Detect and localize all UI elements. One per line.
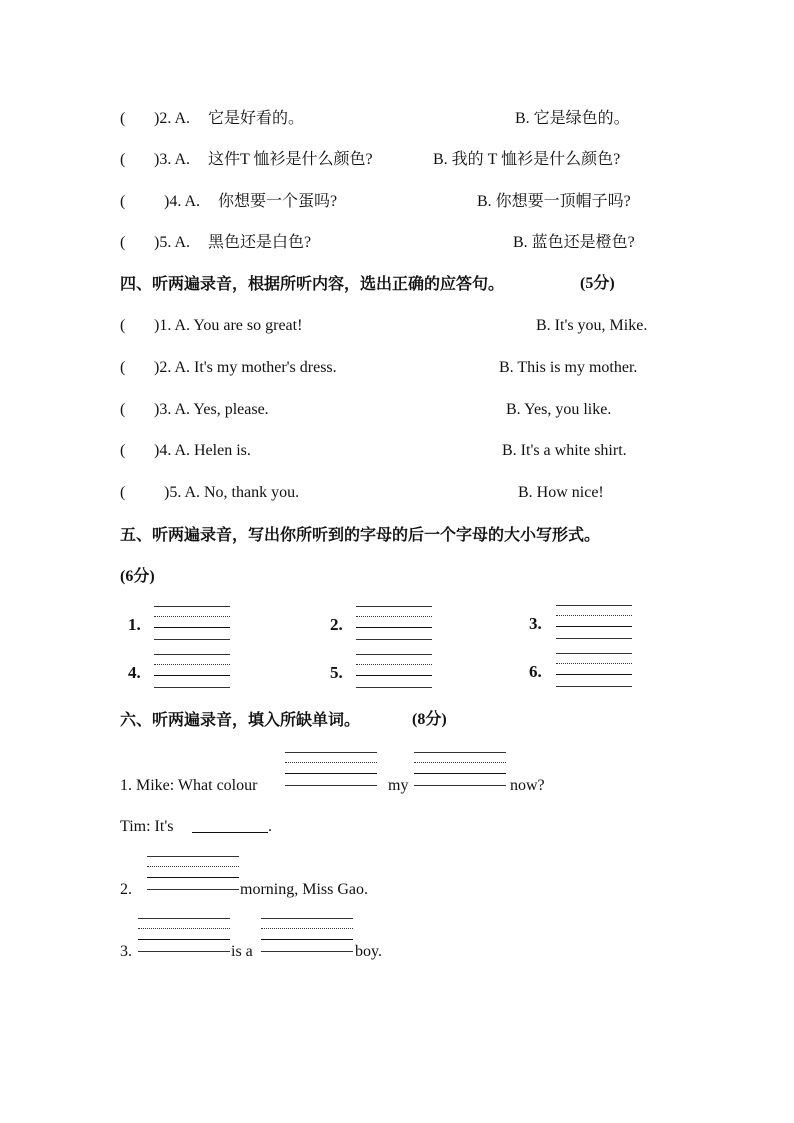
option-b: B. 蓝色还是橙色?	[513, 234, 635, 251]
section4-item-3	[0, 398, 794, 422]
option-a: )5. A. No, thank you.	[164, 484, 300, 501]
option-a: )1. A. You are so great!	[154, 317, 303, 334]
section-score: (6分)	[120, 568, 155, 585]
option-b: B. It's a white shirt.	[502, 442, 627, 459]
section3-item-2	[0, 107, 794, 131]
question-text: 1. Mike: What colour	[120, 777, 258, 794]
section4-item-1	[0, 314, 794, 338]
section4-item-2	[0, 356, 794, 380]
section-score: (5分)	[580, 275, 615, 292]
question-number: 3.	[120, 943, 132, 960]
grid-number: 5.	[330, 663, 343, 682]
letter-writing-grid[interactable]	[154, 654, 230, 688]
section-title: 四、听两遍录音，根据所听内容，选出正确的应答句。	[120, 274, 505, 293]
option-a: )3. A. Yes, please.	[154, 401, 269, 418]
section5-score-line	[0, 565, 794, 589]
option-a: 它是好看的。	[208, 110, 305, 127]
section-title: 五、听两遍录音，写出你所听到的字母的后一个字母的大小写形式。	[120, 525, 601, 544]
option-a: )4. A. Helen is.	[154, 442, 251, 459]
fill-question-1-answer	[0, 815, 794, 839]
answer-paren[interactable]: (	[120, 234, 126, 251]
option-a: 黑色还是白色?	[208, 234, 312, 251]
section3-item-5	[0, 231, 794, 255]
item-number: )2. A.	[154, 110, 190, 127]
question-text: is a	[231, 943, 253, 960]
section4-heading	[0, 272, 794, 296]
section3-item-3	[0, 148, 794, 172]
answer-paren[interactable]: (	[120, 401, 126, 418]
section4-item-4	[0, 439, 794, 463]
grid-number: 4.	[128, 663, 141, 682]
item-number: )3. A.	[154, 151, 190, 168]
letter-writing-grid[interactable]	[556, 605, 632, 639]
section5-heading	[0, 523, 794, 547]
option-b: B. It's you, Mike.	[536, 317, 648, 334]
answer-paren[interactable]: (	[120, 442, 126, 459]
grid-number: 1.	[128, 615, 141, 634]
fill-question-1	[0, 774, 794, 798]
option-b: B. 你想要一顶帽子吗?	[477, 193, 631, 210]
word-writing-grid[interactable]	[147, 856, 239, 890]
section3-item-4	[0, 190, 794, 214]
option-b: B. Yes, you like.	[506, 401, 612, 418]
answer-blank[interactable]	[192, 815, 268, 833]
question-text: now?	[510, 777, 545, 794]
grid-number: 2.	[330, 615, 343, 634]
word-writing-grid[interactable]	[414, 752, 506, 786]
item-number: )5. A.	[154, 234, 190, 251]
answer-paren[interactable]: (	[120, 193, 126, 210]
option-b: B. This is my mother.	[499, 359, 638, 376]
letter-writing-grid[interactable]	[356, 654, 432, 688]
question-text: Tim: It's	[120, 818, 174, 835]
fill-question-2	[0, 878, 794, 902]
option-b: B. 它是绿色的。	[515, 110, 630, 127]
answer-paren[interactable]: (	[120, 151, 126, 168]
fill-question-3	[0, 940, 794, 964]
grid-number: 6.	[529, 662, 542, 681]
item-number: )4. A.	[164, 193, 200, 210]
question-text: boy.	[355, 943, 382, 960]
option-a: 这件T 恤衫是什么颜色?	[208, 151, 373, 168]
question-text: my	[388, 777, 409, 794]
question-text: morning, Miss Gao.	[240, 881, 368, 898]
question-text: .	[268, 818, 272, 835]
option-a: 你想要一个蛋吗?	[218, 193, 338, 210]
option-a: )2. A. It's my mother's dress.	[154, 359, 337, 376]
section-title: 六、听两遍录音，填入所缺单词。	[120, 710, 361, 729]
word-writing-grid[interactable]	[261, 918, 353, 952]
section-score: (8分)	[412, 711, 447, 728]
option-b: B. How nice!	[518, 484, 604, 501]
section6-heading	[0, 708, 794, 732]
answer-paren[interactable]: (	[120, 317, 126, 334]
option-b: B. 我的 T 恤衫是什么颜色?	[433, 151, 621, 168]
word-writing-grid[interactable]	[285, 752, 377, 786]
letter-writing-grid[interactable]	[556, 653, 632, 687]
grid-number: 3.	[529, 614, 542, 633]
answer-paren[interactable]: (	[120, 110, 126, 127]
letter-writing-grid[interactable]	[154, 606, 230, 640]
section4-item-5	[0, 481, 794, 505]
answer-paren[interactable]: (	[120, 484, 126, 501]
letter-writing-grid[interactable]	[356, 606, 432, 640]
word-writing-grid[interactable]	[138, 918, 230, 952]
question-number: 2.	[120, 881, 132, 898]
answer-paren[interactable]: (	[120, 359, 126, 376]
